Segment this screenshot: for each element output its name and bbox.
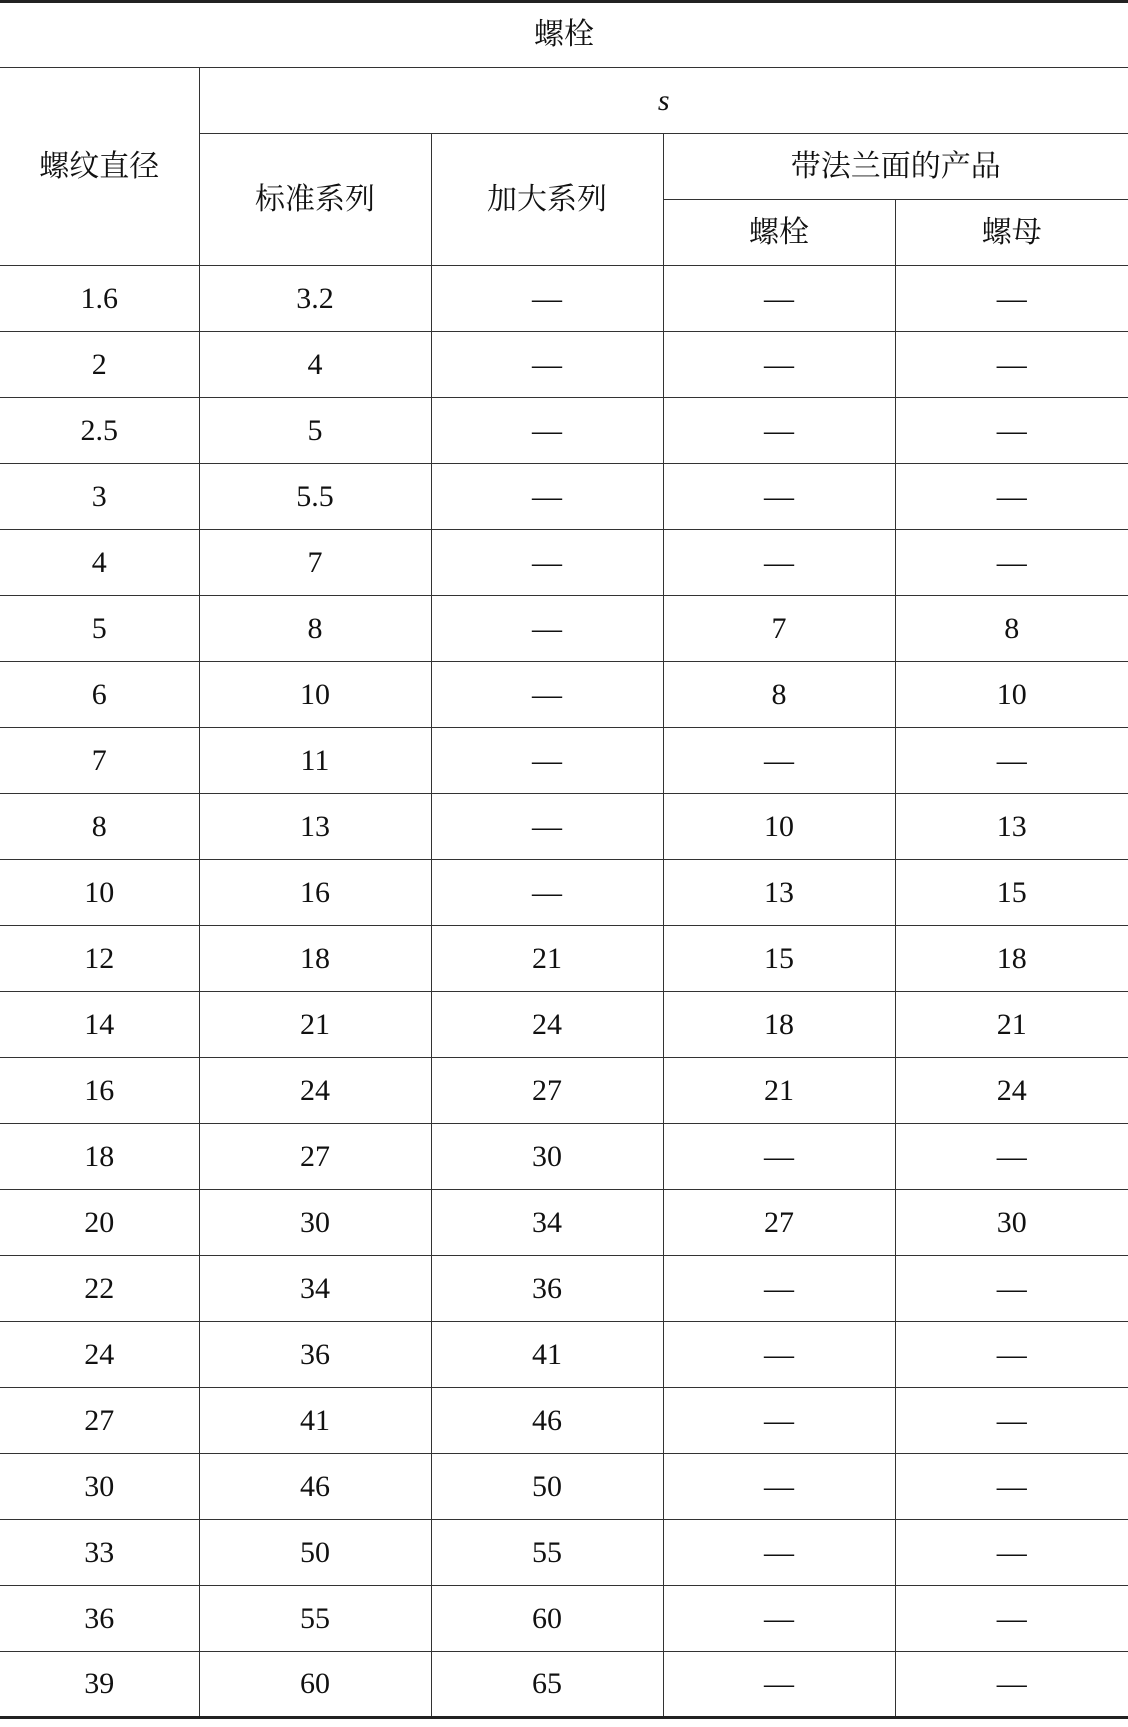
cell-enlarged: 50 (431, 1454, 663, 1520)
table-row (0, 596, 1128, 662)
cell-thread-diameter: 3 (0, 464, 199, 530)
cell-flanged-bolt: — (663, 1520, 895, 1586)
cell-thread-diameter: 12 (0, 926, 199, 992)
cell-standard: 36 (199, 1322, 431, 1388)
cell-standard: 5.5 (199, 464, 431, 530)
table-row (0, 794, 1128, 860)
cell-enlarged: 21 (431, 926, 663, 992)
cell-flanged-bolt: — (663, 1322, 895, 1388)
cell-enlarged: 41 (431, 1322, 663, 1388)
cell-standard: 16 (199, 860, 431, 926)
cell-standard: 4 (199, 332, 431, 398)
cell-flanged-bolt: — (663, 1256, 895, 1322)
table-row (0, 1454, 1128, 1520)
cell-thread-diameter: 30 (0, 1454, 199, 1520)
cell-enlarged: — (431, 266, 663, 332)
cell-standard: 34 (199, 1256, 431, 1322)
cell-flanged-bolt: — (663, 1454, 895, 1520)
cell-thread-diameter: 14 (0, 992, 199, 1058)
cell-thread-diameter: 8 (0, 794, 199, 860)
cell-thread-diameter: 22 (0, 1256, 199, 1322)
cell-flanged-bolt: — (663, 464, 895, 530)
cell-standard: 11 (199, 728, 431, 794)
table-row (0, 728, 1128, 794)
cell-flanged-nut: — (895, 1520, 1128, 1586)
cell-standard: 60 (199, 1652, 431, 1718)
cell-standard: 41 (199, 1388, 431, 1454)
cell-flanged-nut: — (895, 1454, 1128, 1520)
table-title (0, 2, 1128, 68)
table-row (0, 1124, 1128, 1190)
cell-enlarged: — (431, 662, 663, 728)
cell-standard: 30 (199, 1190, 431, 1256)
cell-flanged-bolt: 8 (663, 662, 895, 728)
table-row (0, 662, 1128, 728)
table-row (0, 332, 1128, 398)
cell-flanged-nut: — (895, 1322, 1128, 1388)
header-flanged-bolt: 螺栓 (663, 200, 895, 266)
cell-thread-diameter: 24 (0, 1322, 199, 1388)
cell-standard: 24 (199, 1058, 431, 1124)
cell-thread-diameter: 4 (0, 530, 199, 596)
cell-flanged-bolt: — (663, 332, 895, 398)
cell-thread-diameter: 1.6 (0, 266, 199, 332)
cell-flanged-bolt: — (663, 728, 895, 794)
cell-flanged-bolt: — (663, 398, 895, 464)
table-row (0, 1388, 1128, 1454)
cell-flanged-bolt: — (663, 1124, 895, 1190)
cell-flanged-nut: — (895, 398, 1128, 464)
cell-thread-diameter: 39 (0, 1652, 199, 1718)
cell-enlarged: 65 (431, 1652, 663, 1718)
cell-enlarged: — (431, 398, 663, 464)
cell-flanged-nut: 13 (895, 794, 1128, 860)
table-row (0, 1652, 1128, 1718)
cell-enlarged: — (431, 464, 663, 530)
cell-flanged-nut: 8 (895, 596, 1128, 662)
cell-standard: 8 (199, 596, 431, 662)
cell-enlarged: — (431, 794, 663, 860)
cell-flanged-nut: 24 (895, 1058, 1128, 1124)
cell-enlarged: — (431, 860, 663, 926)
cell-standard: 50 (199, 1520, 431, 1586)
cell-enlarged: — (431, 530, 663, 596)
cell-thread-diameter: 36 (0, 1586, 199, 1652)
cell-thread-diameter: 6 (0, 662, 199, 728)
cell-flanged-nut: 15 (895, 860, 1128, 926)
cell-flanged-nut: — (895, 1124, 1128, 1190)
cell-thread-diameter: 33 (0, 1520, 199, 1586)
table-body (0, 266, 1128, 1718)
cell-thread-diameter: 20 (0, 1190, 199, 1256)
table-row (0, 1058, 1128, 1124)
cell-thread-diameter: 16 (0, 1058, 199, 1124)
cell-standard: 27 (199, 1124, 431, 1190)
header-standard-series: 标准系列 (199, 134, 431, 266)
cell-thread-diameter: 2.5 (0, 398, 199, 464)
cell-flanged-bolt: 15 (663, 926, 895, 992)
cell-enlarged: — (431, 728, 663, 794)
cell-flanged-bolt: 7 (663, 596, 895, 662)
cell-flanged-nut: — (895, 530, 1128, 596)
table-row (0, 1322, 1128, 1388)
table-row (0, 266, 1128, 332)
table-row (0, 464, 1128, 530)
cell-enlarged: 27 (431, 1058, 663, 1124)
cell-flanged-bolt: 10 (663, 794, 895, 860)
cell-flanged-nut: 10 (895, 662, 1128, 728)
header-flanged-nut: 螺母 (895, 200, 1128, 266)
cell-standard: 10 (199, 662, 431, 728)
table-row (0, 398, 1128, 464)
cell-standard: 13 (199, 794, 431, 860)
cell-enlarged: 46 (431, 1388, 663, 1454)
cell-thread-diameter: 5 (0, 596, 199, 662)
cell-enlarged: 34 (431, 1190, 663, 1256)
table-row (0, 1520, 1128, 1586)
cell-flanged-bolt: — (663, 266, 895, 332)
table-header (0, 2, 1128, 266)
cell-standard: 55 (199, 1586, 431, 1652)
cell-enlarged: 36 (431, 1256, 663, 1322)
cell-enlarged: 55 (431, 1520, 663, 1586)
cell-standard: 21 (199, 992, 431, 1058)
cell-flanged-nut: — (895, 1652, 1128, 1718)
cell-thread-diameter: 7 (0, 728, 199, 794)
header-thread-diameter: 螺纹直径 (0, 68, 199, 266)
cell-flanged-nut: 21 (895, 992, 1128, 1058)
cell-standard: 3.2 (199, 266, 431, 332)
cell-flanged-bolt: — (663, 530, 895, 596)
cell-thread-diameter: 27 (0, 1388, 199, 1454)
table-row (0, 860, 1128, 926)
cell-flanged-nut: — (895, 332, 1128, 398)
cell-flanged-bolt: 27 (663, 1190, 895, 1256)
cell-thread-diameter: 10 (0, 860, 199, 926)
table-row (0, 1190, 1128, 1256)
cell-enlarged: — (431, 332, 663, 398)
cell-flanged-bolt: 18 (663, 992, 895, 1058)
cell-flanged-nut: 30 (895, 1190, 1128, 1256)
cell-flanged-nut: — (895, 1256, 1128, 1322)
table-row (0, 1256, 1128, 1322)
header-flanged-products: 带法兰面的产品 (663, 134, 1128, 200)
cell-flanged-nut: — (895, 464, 1128, 530)
header-enlarged-series: 加大系列 (431, 134, 663, 266)
cell-standard: 5 (199, 398, 431, 464)
cell-enlarged: 60 (431, 1586, 663, 1652)
cell-standard: 46 (199, 1454, 431, 1520)
header-s-symbol: s (199, 68, 1128, 134)
table-row (0, 926, 1128, 992)
cell-enlarged: 24 (431, 992, 663, 1058)
cell-flanged-nut: — (895, 1586, 1128, 1652)
cell-thread-diameter: 2 (0, 332, 199, 398)
table-title-text: 螺栓 (534, 17, 594, 52)
table-row (0, 530, 1128, 596)
cell-flanged-nut: 18 (895, 926, 1128, 992)
cell-flanged-bolt: — (663, 1388, 895, 1454)
table-row (0, 1586, 1128, 1652)
cell-enlarged: 30 (431, 1124, 663, 1190)
cell-flanged-bolt: 13 (663, 860, 895, 926)
cell-flanged-bolt: 21 (663, 1058, 895, 1124)
cell-flanged-bolt: — (663, 1586, 895, 1652)
cell-enlarged: — (431, 596, 663, 662)
cell-standard: 18 (199, 926, 431, 992)
cell-standard: 7 (199, 530, 431, 596)
cell-flanged-bolt: — (663, 1652, 895, 1718)
cell-flanged-nut: — (895, 728, 1128, 794)
cell-flanged-nut: — (895, 266, 1128, 332)
cell-thread-diameter: 18 (0, 1124, 199, 1190)
table-row (0, 992, 1128, 1058)
cell-flanged-nut: — (895, 1388, 1128, 1454)
